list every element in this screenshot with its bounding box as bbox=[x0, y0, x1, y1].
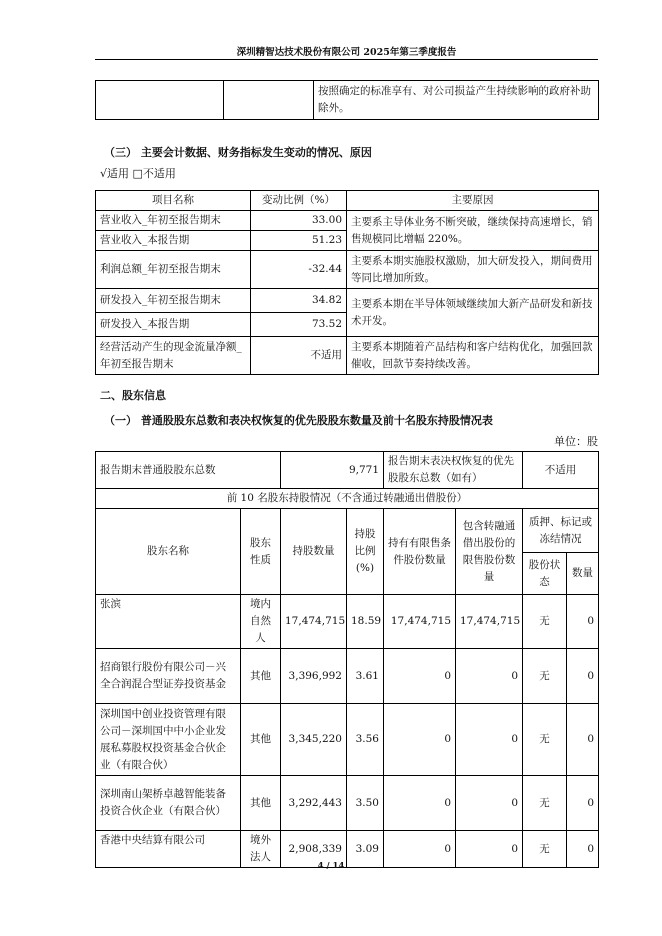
change-reason: 主要系本期在半导体领域继续加大新产品研发和新技术开发。 bbox=[347, 289, 599, 337]
change-row-name: 经营活动产生的现金流量净额_年初至报告期末 bbox=[96, 337, 251, 375]
holder-count: 0 bbox=[567, 595, 599, 649]
change-reason: 主要系本期实施股权激励，加大研发投入，期间费用等同比增加所致。 bbox=[347, 251, 599, 289]
holder-restricted: 0 bbox=[384, 704, 456, 776]
shareholders-subtitle: （一） 普通股股东总数和表决权恢复的优先股股东数量及前十名股东持股情况表 bbox=[104, 414, 493, 427]
change-reason: 主要系本期随着产品结构和客户结构优化，加强回款催收，回款节奏持续改善。 bbox=[347, 337, 599, 375]
change-header-reason: 主要原因 bbox=[347, 191, 599, 211]
header-holder-nature: 股东性质 bbox=[241, 509, 281, 595]
page-number: 4 / 14 bbox=[317, 861, 345, 871]
section3-applicable: √适用 □不适用 bbox=[100, 167, 176, 180]
holder-incl-lending: 17,474,715 bbox=[456, 595, 523, 649]
pref-holders-label: 报告期末表决权恢复的优先股股东总数（如有） bbox=[384, 452, 523, 489]
holder-restricted: 0 bbox=[384, 831, 456, 868]
holder-nature: 其他 bbox=[241, 776, 281, 831]
holder-count: 0 bbox=[567, 776, 599, 831]
change-row-ratio: -32.44 bbox=[251, 251, 347, 289]
holder-ratio: 18.59 bbox=[347, 595, 384, 649]
header-pledge: 质押、标记或冻结情况 bbox=[523, 509, 599, 553]
header-shares: 持股数量 bbox=[281, 509, 347, 595]
continuation-table bbox=[95, 80, 599, 120]
holder-count: 0 bbox=[567, 704, 599, 776]
change-header-name: 项目名称 bbox=[96, 191, 251, 211]
holder-name: 深圳南山架桥卓越智能装备投资合伙企业（有限合伙） bbox=[96, 776, 241, 831]
holder-status: 无 bbox=[523, 595, 567, 649]
header-divider bbox=[95, 59, 598, 60]
holder-nature: 其他 bbox=[241, 649, 281, 704]
change-reason: 主要系主导体业务不断突破，继续保持高速增长，销售规模同比增幅 220%。 bbox=[347, 211, 599, 251]
change-header-ratio: 变动比例（%） bbox=[251, 191, 347, 211]
holder-status: 无 bbox=[523, 776, 567, 831]
holder-count: 0 bbox=[567, 831, 599, 868]
holder-name: 招商银行股份有限公司－兴全合润混合型证券投资基金 bbox=[96, 649, 241, 704]
holder-shares: 3,396,992 bbox=[281, 649, 347, 704]
holder-status: 无 bbox=[523, 831, 567, 868]
holder-shares: 17,474,715 bbox=[281, 595, 347, 649]
holder-nature: 其他 bbox=[241, 704, 281, 776]
holder-count: 0 bbox=[567, 649, 599, 704]
holder-ratio: 3.56 bbox=[347, 704, 384, 776]
holder-nature: 境外法人 bbox=[241, 831, 281, 868]
change-row-ratio: 51.23 bbox=[251, 231, 347, 251]
holder-ratio: 3.61 bbox=[347, 649, 384, 704]
holder-ratio: 3.09 bbox=[347, 831, 384, 868]
holder-nature: 境内自然人 bbox=[241, 595, 281, 649]
continuation-cell-1 bbox=[96, 81, 224, 120]
section3-title: （三） 主要会计数据、财务指标发生变动的情况、原因 bbox=[104, 146, 372, 159]
header-ratio: 持股比例(%) bbox=[347, 509, 384, 595]
header-restricted: 持有有限售条件股份数量 bbox=[384, 509, 456, 595]
holder-shares: 3,292,443 bbox=[281, 776, 347, 831]
continuation-cell-2 bbox=[224, 81, 314, 120]
holder-restricted: 0 bbox=[384, 776, 456, 831]
holder-status: 无 bbox=[523, 649, 567, 704]
pref-holders-value: 不适用 bbox=[523, 452, 599, 489]
unit-label: 单位：股 bbox=[554, 435, 598, 448]
change-row-name: 营业收入_年初至报告期末 bbox=[96, 211, 251, 231]
holder-restricted: 0 bbox=[384, 649, 456, 704]
continuation-cell-text: 按照确定的标准享有、对公司损益产生持续影响的政府补助除外。 bbox=[314, 81, 599, 120]
holder-restricted: 17,474,715 bbox=[384, 595, 456, 649]
holder-status: 无 bbox=[523, 704, 567, 776]
change-row-name: 利润总额_年初至报告期末 bbox=[96, 251, 251, 289]
holder-incl-lending: 0 bbox=[456, 776, 523, 831]
holder-incl-lending: 0 bbox=[456, 704, 523, 776]
holder-name: 深圳国中创业投资管理有限公司－深圳国中中小企业发展私募股权投资基金合伙企业（有限合伙） bbox=[96, 704, 241, 776]
page-header-title: 深圳精智达技术股份有限公司 2025年第三季度报告 bbox=[236, 47, 457, 58]
shareholder-table bbox=[95, 451, 599, 868]
holder-shares: 3,345,220 bbox=[281, 704, 347, 776]
header-count: 数量 bbox=[567, 553, 599, 595]
change-row-name: 研发投入_年初至报告期末 bbox=[96, 289, 251, 313]
holder-incl-lending: 0 bbox=[456, 649, 523, 704]
change-row-ratio: 33.00 bbox=[251, 211, 347, 231]
header-incl-lending: 包含转融通借出股份的限售股份数量 bbox=[456, 509, 523, 595]
header-share-status: 股份状态 bbox=[523, 553, 567, 595]
shareholders-section-title: 二、股东信息 bbox=[100, 389, 166, 402]
holder-incl-lending: 0 bbox=[456, 831, 523, 868]
change-table bbox=[95, 190, 599, 375]
top10-title: 前 10 名股东持股情况（不含通过转融通出借股份） bbox=[96, 489, 599, 509]
total-holders-label: 报告期末普通股股东总数 bbox=[96, 452, 281, 489]
change-row-name: 营业收入_本报告期 bbox=[96, 231, 251, 251]
change-row-ratio: 不适用 bbox=[251, 337, 347, 375]
header-holder-name: 股东名称 bbox=[96, 509, 241, 595]
change-row-ratio: 73.52 bbox=[251, 313, 347, 337]
holder-name: 张滨 bbox=[96, 595, 241, 649]
change-row-name: 研发投入_本报告期 bbox=[96, 313, 251, 337]
holder-shares: 2,908,339 bbox=[281, 831, 347, 868]
holder-name: 香港中央结算有限公司 bbox=[96, 831, 241, 868]
total-holders-value: 9,771 bbox=[281, 452, 384, 489]
change-row-ratio: 34.82 bbox=[251, 289, 347, 313]
holder-ratio: 3.50 bbox=[347, 776, 384, 831]
